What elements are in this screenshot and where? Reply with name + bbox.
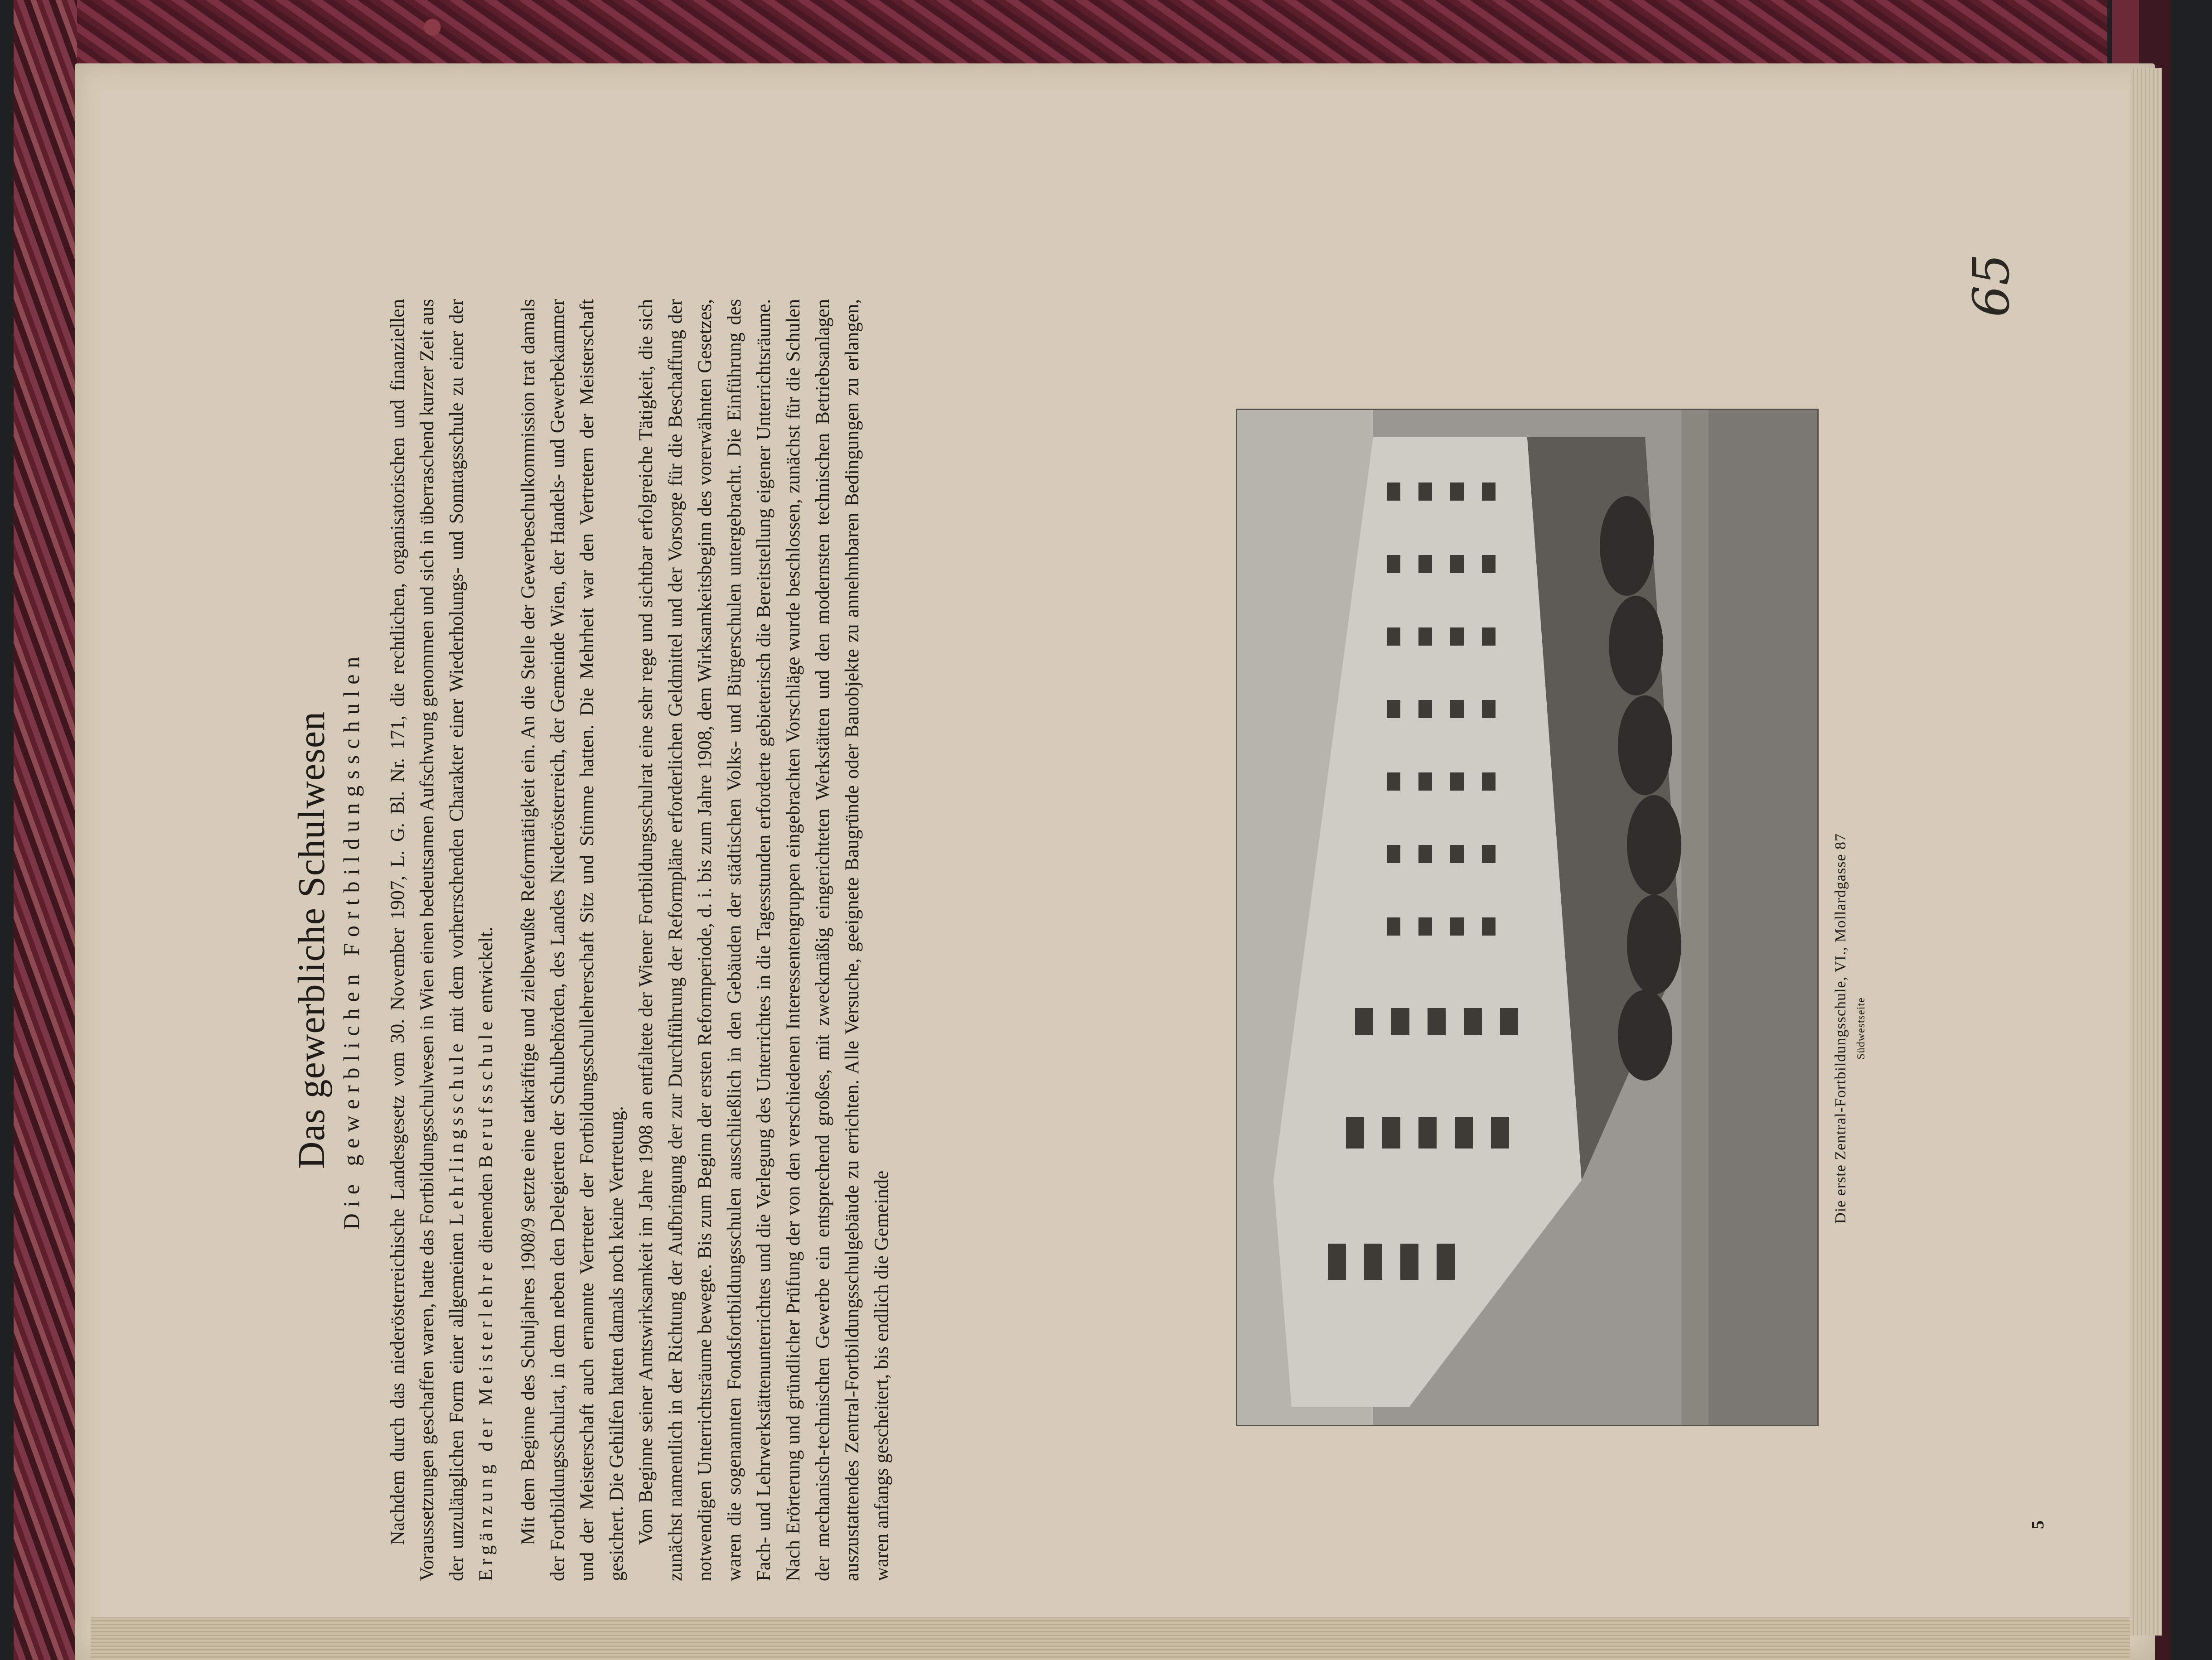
page-stack-edge: [2130, 68, 2162, 1636]
paragraph-2: Mit dem Beginne des Schuljahres 1908/9 setzte eine tatkräftige und zielbewußte Reformtätigkeit ein. An die Stelle der Gewerbeschulkommission trat damals der Fortbildungsschulrat, in dem neben den Delegierten der Schulbehörden, des Landes Niederösterreich, der Gemeinde Wien, der Handels- und Gewerbekammer und der Meisterschaft auch ernannte Vertreter der Fortbildungsschullehrerschaft Sitz und Stimme hatten. Die Mehrheit war den Vertretern der Meisterschaft gesichert. Die Gehilfen hatten damals noch keine Vertretung.: [518, 299, 627, 1581]
paragraph-3: Vom Beginne seiner Amtswirksamkeit im Jahre 1908 an entfaltete der Wiener Fortbildungsschulrat eine sehr rege und sichtbar erfolgreiche Tätigkeit, die sich zunächst namentlich in der Richtung der Aufbringung der zur Durchführung der Reformpläne erforderlichen Geldmittel und der Vorsorge für die Beschaffung der notwendigen Unterrichtsräume bewegte. Bis zum Beginn der ersten Reformperiode, d. i. bis zum Jahre 1908, dem Wirksamkeitsbeginn des vorerwähnten Gesetzes, waren die sogenannten Fondsfortbildungsschulen ausschließlich in den Gebäuden der städtischen Volks- und Bürgerschulen untergebracht. Die Einführung des Fach- und Lehrwerkstättenunterrichtes und die Verlegung des Unterrichtes in die Tagesstunden erforderte gebieterisch die Bereitstellung eigener Unterrichtsräume. Nach Erörterung und gründlicher Prüfung der von den verschiedenen Interessentengruppen eingebrachten Vorschläge wurde beschlossen, zunächst für die Schulen der mechanisch-technischen Gewerbe ein entsprechend großes, mit zweckmäßig eingerichteten Werkstätten und den modernsten technischen Betriebsanlagen auszustattendes Zentral-Fortbildungsschulgebäude zu errichten. Alle Versuche, geeignete Baugründe oder Bauobjekte zu annehmbaren Bedingungen zu erlangen, waren anfangs gescheitert, bis endlich die Gemeinde: [635, 299, 892, 1581]
body-text: [383, 299, 896, 1581]
paragraph-1: Nachdem durch das niederösterreichische Landesgesetz vom 30. November 1907, L. G. Bl. Nr. 171, die rechtlichen, organisatorischen und finanziellen Voraussetzungen geschaffen waren, hatte das Fortbildungsschulwesen in Wien einen bedeutsamen Aufschwung genommen und sich in überraschend kurzer Zeit aus der unzulänglichen Form einer allgemeinen Lehrlingsschule mit dem vorherrschenden Charakter einer Wiederholungs- und Sonntagsschule zu einer der Ergänzung der Meisterlehre dienenden Berufsschule entwickelt.: [387, 299, 497, 1581]
book-cover-top-edge: [14, 0, 2107, 68]
page-stack-bottom: [91, 1617, 2130, 1660]
figure-subcaption: Südwestseite: [1855, 997, 1867, 1060]
spaced-emphasis: Ergänzung der Meisterlehre: [475, 1258, 497, 1581]
spaced-emphasis: Lehrlingsschule: [446, 1039, 467, 1226]
signature-mark: 5: [2028, 1520, 2047, 1529]
school-building-illustration: [1237, 410, 1817, 1425]
spaced-emphasis: Berufsschule: [475, 1018, 497, 1168]
building-photograph: [1237, 410, 1817, 1425]
page-title: Das gewerbliche Schulwesen: [290, 711, 333, 1169]
rotated-text-block: [290, 299, 1192, 1581]
page-subtitle: Die gewerblichen Fortbildungsschulen: [339, 650, 364, 1230]
figure-caption: Die erste Zentral-Fortbildungsschule, VI., Mollardgasse 87: [1832, 833, 1849, 1224]
book-cover-left-edge: [14, 0, 77, 1660]
figure-caption-block: [1831, 507, 1869, 1549]
handwritten-page-number: 65: [1962, 254, 2020, 317]
